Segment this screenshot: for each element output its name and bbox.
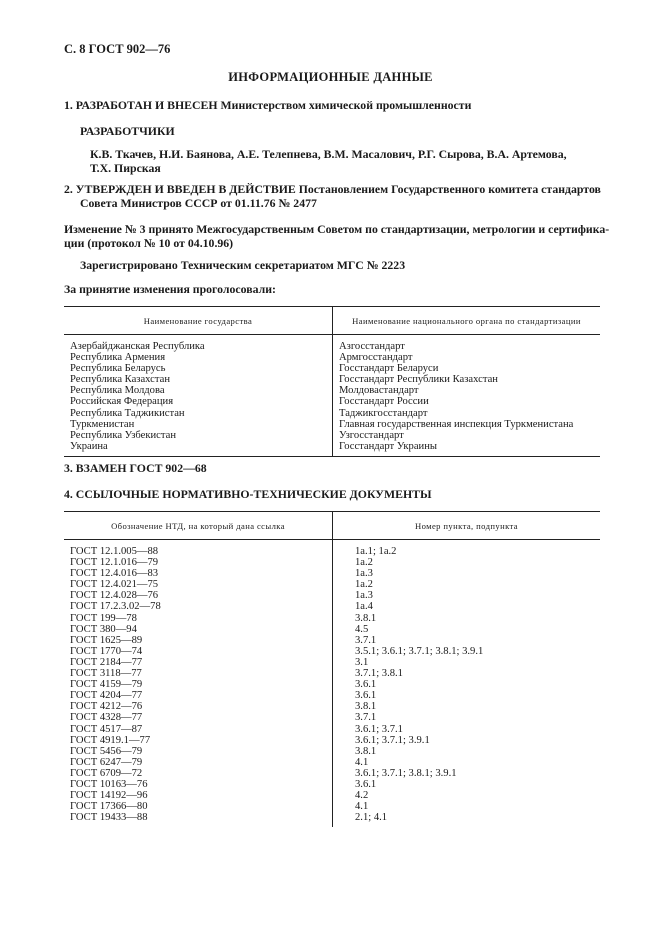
reference-doc: ГОСТ 1770—74 <box>70 645 143 657</box>
change-line-1: Изменение № 3 принято Межгосударственным Советом по стандартизации, метрологии и сертифика- <box>64 222 610 236</box>
standards-body-name: Таджикгосстандарт <box>339 407 428 419</box>
section-2-line-2: Совета Министров СССР от 01.11.76 № 2477 <box>80 196 317 210</box>
reference-doc: ГОСТ 17.2.3.02—78 <box>70 601 161 613</box>
voting-table-header-body: Наименование национального органа по стандартизации <box>333 307 601 335</box>
clause-numbers: 1а.4 <box>355 601 373 613</box>
reference-doc: ГОСТ 6709—72 <box>70 767 143 779</box>
clause-numbers: 1а.3 <box>355 568 373 580</box>
state-name: Российская Федерация <box>70 396 174 408</box>
references-table-header-doc: Обозначение НТД, на который дана ссылка <box>64 512 333 540</box>
standards-body-name: Главная государственная инспекция Туркменистана <box>339 418 574 430</box>
clause-numbers: 3.7.1 <box>355 712 377 724</box>
references-table-docs <box>64 540 332 827</box>
reference-doc: ГОСТ 10163—76 <box>70 778 148 790</box>
clause-numbers: 1а.3 <box>355 590 373 602</box>
state-name: Республика Казахстан <box>70 374 171 386</box>
reference-doc: ГОСТ 199—78 <box>70 612 137 624</box>
registered-note: Зарегистрировано Техническим секретариатом МГС № 2223 <box>80 258 406 272</box>
standards-body-name: Азгосстандарт <box>339 341 405 352</box>
clause-numbers: 3.6.1; 3.7.1; 3.9.1 <box>355 734 430 746</box>
state-name: Республика Таджикистан <box>70 407 185 419</box>
state-name: Республика Армения <box>70 352 166 364</box>
clause-numbers: 3.6.1 <box>355 679 377 691</box>
voting-table <box>64 306 600 457</box>
reference-doc: ГОСТ 4159—79 <box>70 679 143 691</box>
reference-doc: ГОСТ 5456—79 <box>70 745 143 757</box>
standards-body-name: Госстандарт Украины <box>339 440 437 452</box>
reference-doc: ГОСТ 12.4.021—75 <box>70 579 159 591</box>
reference-doc: ГОСТ 12.1.016—79 <box>70 557 159 569</box>
reference-doc: ГОСТ 12.4.028—76 <box>70 590 159 602</box>
reference-doc: ГОСТ 1625—89 <box>70 634 143 646</box>
state-name: Туркменистан <box>70 418 135 430</box>
references-table <box>64 511 600 827</box>
reference-doc: ГОСТ 12.4.016—83 <box>70 568 159 580</box>
clause-numbers: 3.7.1 <box>355 634 377 646</box>
clause-numbers: 2.1; 4.1 <box>355 812 388 824</box>
clause-numbers: 4.1 <box>355 801 369 813</box>
clause-numbers: 1а.2 <box>355 579 373 591</box>
voting-table-header-state: Наименование государства <box>64 307 333 335</box>
reference-doc: ГОСТ 17366—80 <box>70 801 148 813</box>
developers-line-2: Т.Х. Пирская <box>90 161 161 175</box>
reference-doc: ГОСТ 4212—76 <box>70 701 143 713</box>
standards-body-name: Госстандарт России <box>339 396 429 408</box>
clause-numbers: 3.7.1; 3.8.1 <box>355 668 403 680</box>
change-line-2: ции (протокол № 10 от 04.10.96) <box>64 236 234 250</box>
references-table-clauses <box>333 540 600 827</box>
reference-doc: ГОСТ 4204—77 <box>70 690 143 702</box>
clause-numbers: 3.6.1 <box>355 690 377 702</box>
reference-doc: ГОСТ 19433—88 <box>70 812 148 824</box>
standards-body-name: Молдовастандарт <box>339 385 419 397</box>
clause-numbers: 4.1 <box>355 756 369 768</box>
reference-doc: ГОСТ 3118—77 <box>70 668 142 680</box>
developers-label: РАЗРАБОТЧИКИ <box>80 124 175 138</box>
clause-numbers: 4.2 <box>355 790 369 802</box>
clause-numbers: 3.8.1 <box>355 701 377 713</box>
clause-numbers: 4.5 <box>355 623 369 635</box>
reference-doc: ГОСТ 12.1.005—88 <box>70 546 159 557</box>
voted-note: За принятие изменения проголосовали: <box>64 282 276 296</box>
standards-body-name: Госстандарт Беларуси <box>339 363 439 375</box>
page-title: ИНФОРМАЦИОННЫЕ ДАННЫЕ <box>228 70 433 84</box>
clause-numbers: 3.5.1; 3.6.1; 3.7.1; 3.8.1; 3.9.1 <box>355 645 484 657</box>
section-1: 1. РАЗРАБОТАН И ВНЕСЕН Министерством химической промышленности <box>64 98 472 112</box>
section-4: 4. ССЫЛОЧНЫЕ НОРМАТИВНО-ТЕХНИЧЕСКИЕ ДОКУМЕНТЫ <box>64 487 432 501</box>
state-name: Азербайджанская Республика <box>70 341 205 352</box>
reference-doc: ГОСТ 4517—87 <box>70 723 143 735</box>
voting-table-states <box>64 335 332 456</box>
clause-numbers: 3.6.1; 3.7.1 <box>355 723 403 735</box>
reference-doc: ГОСТ 14192—96 <box>70 790 148 802</box>
section-3: 3. ВЗАМЕН ГОСТ 902—68 <box>64 461 207 475</box>
page-header: С. 8 ГОСТ 902—76 <box>64 42 171 56</box>
section-2-line-1: 2. УТВЕРЖДЕН И ВВЕДЕН В ДЕЙСТВИЕ Постановлением Государственного комитета стандартов <box>64 182 601 196</box>
clause-numbers: 3.1 <box>355 656 369 668</box>
voting-table-bodies <box>333 335 600 456</box>
clause-numbers: 3.6.1; 3.7.1; 3.8.1; 3.9.1 <box>355 767 457 779</box>
state-name: Республика Узбекистан <box>70 429 177 441</box>
clause-numbers: 3.6.1 <box>355 778 377 790</box>
reference-doc: ГОСТ 4919.1—77 <box>70 734 151 746</box>
clause-numbers: 1а.2 <box>355 557 373 569</box>
developers-line-1: К.В. Ткачев, Н.И. Баянова, А.Е. Телепнева, В.М. Масалович, Р.Г. Сырова, В.А. Артемова, <box>90 147 567 161</box>
standards-body-name: Госстандарт Республики Казахстан <box>339 374 498 386</box>
reference-doc: ГОСТ 4328—77 <box>70 712 143 724</box>
reference-doc: ГОСТ 380—94 <box>70 623 137 635</box>
state-name: Республика Беларусь <box>70 363 166 375</box>
state-name: Украина <box>70 440 108 452</box>
references-table-header-clause: Номер пункта, подпункта <box>333 512 601 540</box>
standards-body-name: Узгосстандарт <box>339 429 404 441</box>
clause-numbers: 3.8.1 <box>355 745 377 757</box>
state-name: Республика Молдова <box>70 385 165 397</box>
standards-body-name: Армгосстандарт <box>339 352 413 364</box>
reference-doc: ГОСТ 2184—77 <box>70 656 143 668</box>
clause-numbers: 3.8.1 <box>355 612 377 624</box>
reference-doc: ГОСТ 6247—79 <box>70 756 143 768</box>
clause-numbers: 1а.1; 1а.2 <box>355 546 397 557</box>
